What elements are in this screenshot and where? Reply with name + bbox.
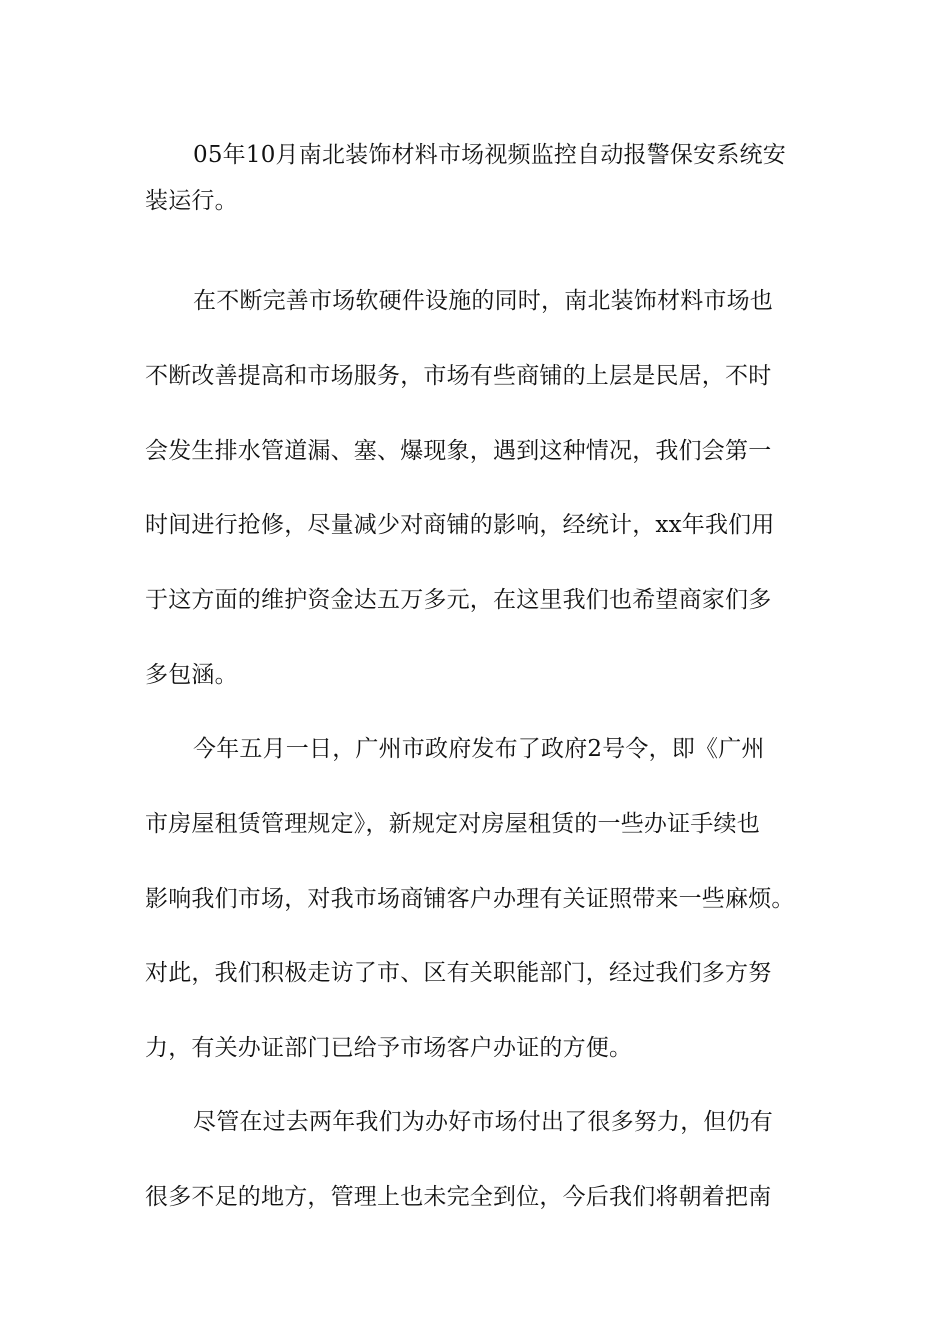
paragraph-2-line-3: 会发生排水管道漏、塞、爆现象，遇到这种情况，我们会第一 xyxy=(145,438,772,464)
paragraph-2-line-6: 多包涵。 xyxy=(145,662,238,688)
paragraph-3-line-1: 今年五月一日，广州市政府发布了政府2号令，即《广州 xyxy=(193,736,765,762)
paragraph-1-line-1: 05年10月南北装饰材料市场视频监控自动报警保安系统安 xyxy=(193,142,786,168)
paragraph-3-line-3: 影响我们市场，对我市场商铺客户办理有关证照带来一些麻烦。 xyxy=(145,886,795,912)
paragraph-4-line-1: 尽管在过去两年我们为办好市场付出了很多努力，但仍有 xyxy=(193,1109,773,1135)
paragraph-4-line-2: 很多不足的地方，管理上也未完全到位，今后我们将朝着把南 xyxy=(145,1184,772,1210)
paragraph-3-line-4: 对此，我们积极走访了市、区有关职能部门，经过我们多方努 xyxy=(145,960,772,986)
paragraph-2-line-2: 不断改善提高和市场服务，市场有些商铺的上层是民居，不时 xyxy=(145,363,772,389)
paragraph-2-line-1: 在不断完善市场软硬件设施的同时，南北装饰材料市场也 xyxy=(193,288,773,314)
paragraph-2-line-5: 于这方面的维护资金达五万多元，在这里我们也希望商家们多 xyxy=(145,587,772,613)
paragraph-2-line-4: 时间进行抢修，尽量减少对商铺的影响，经统计，xx年我们用 xyxy=(145,512,775,538)
paragraph-1-line-2: 装运行。 xyxy=(145,188,238,214)
paragraph-3-line-5: 力，有关办证部门已给予市场客户办证的方便。 xyxy=(145,1035,633,1061)
paragraph-3-line-2: 市房屋租赁管理规定》，新规定对房屋租赁的一些办证手续也 xyxy=(145,811,760,837)
